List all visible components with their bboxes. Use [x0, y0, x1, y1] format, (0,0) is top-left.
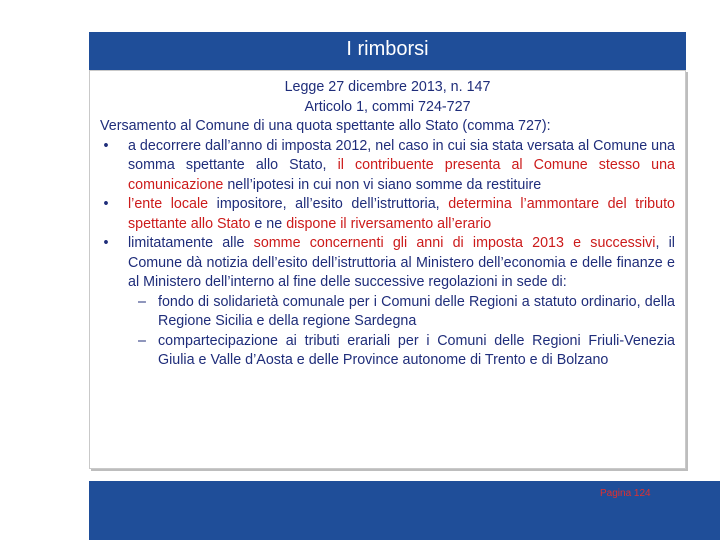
bullet-item — [100, 195, 675, 234]
bullet-text-part: nell’ipotesi in cui non vi siano somme da restituire — [223, 176, 542, 193]
dash-icon: – — [138, 293, 146, 310]
sub-item-text: fondo di solidarietà comunale per i Comuni delle Regioni a statuto ordinario, della Regione Sicilia e della regione Sardegna — [158, 293, 675, 329]
bullet-icon: • — [103, 235, 109, 251]
bullet-text-part: impositore, all’esito dell’istruttoria, — [208, 196, 449, 212]
bullet-text-part: limitatamente alle — [128, 235, 254, 251]
slide-title-bar — [89, 32, 686, 70]
bullet-text-part: , il Comune dà notizia dell’esito dell’istruttoria al Ministero dell’economia e delle finanze e al Ministero dell’interno al fine delle successive regolazioni in sede di: — [128, 235, 675, 290]
bullet-highlight: il contribuente presenta al Comune stesso una comunicazione — [128, 157, 675, 193]
sub-item-text: compartecipazione ai tributi erariali per i Comuni delle Regioni Friuli-Venezia Giulia e Valle d’Aosta e delle Province autonome di Trento e di Bolzano — [158, 332, 675, 368]
bullet-item — [100, 234, 675, 371]
bullet-list — [100, 137, 675, 371]
bullet-highlight: l’ente locale — [128, 196, 209, 212]
bullet-highlight: somme concernenti gli anni di imposta 2013 e successivi — [253, 235, 656, 251]
slide-title: I rimborsi — [346, 38, 429, 60]
bullet-text-part: e ne — [250, 215, 287, 232]
sub-item — [128, 332, 675, 371]
bullet-icon: • — [103, 137, 109, 154]
slide-body — [100, 78, 675, 371]
page-number: Pagina 124 — [600, 488, 651, 499]
bullet-highlight: dispone il riversamento all’erario — [286, 215, 492, 232]
sub-item — [128, 293, 675, 332]
bullet-text-part: , nel caso in cui sia stata versata al Comune una somma spettante allo Stato, — [128, 137, 675, 173]
bullet-item — [100, 137, 675, 196]
article-reference: Articolo 1, commi 724-727 — [304, 98, 471, 115]
bullet-highlight: determina l’ammontare del tributo spettante allo Stato — [128, 196, 675, 232]
bullet-icon: • — [103, 196, 109, 212]
dash-icon: – — [138, 332, 146, 349]
law-reference: Legge 27 dicembre 2013, n. 147 — [284, 79, 491, 95]
bullet-text-part: a decorrere dall’anno di imposta 2012 — [128, 137, 368, 154]
sub-list — [128, 293, 675, 371]
section-heading: Versamento al Comune di una quota spettante allo Stato (comma 727): — [100, 118, 551, 134]
